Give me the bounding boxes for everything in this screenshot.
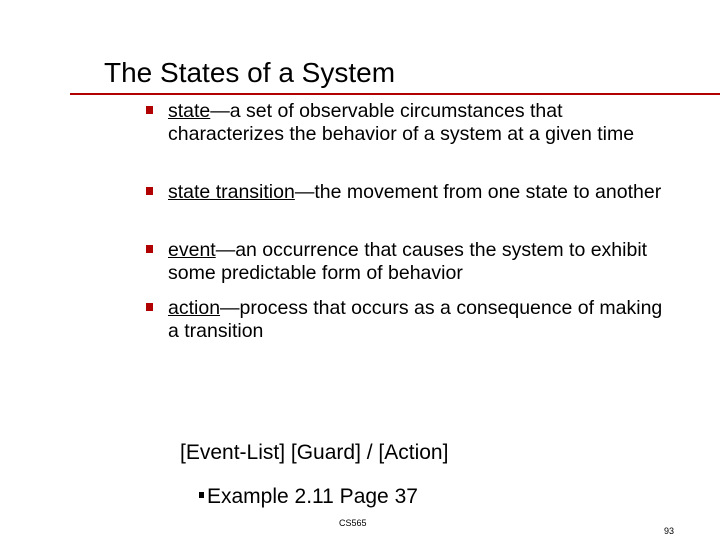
square-bullet-icon <box>199 492 204 498</box>
bullet-definition: —process that occurs as a consequence of making a transition <box>168 297 663 342</box>
square-bullet-icon <box>146 187 153 195</box>
bullet-term: action <box>168 297 221 319</box>
bullet-text <box>168 239 666 285</box>
bullet-term: state <box>168 100 211 122</box>
transition-formula: [Event-List] [Guard] / [Action] <box>180 441 449 464</box>
example-reference <box>199 484 418 510</box>
bullet-definition: —the movement from one state to another <box>294 181 662 203</box>
bullet-state-transition <box>146 181 666 204</box>
square-bullet-icon <box>146 303 153 311</box>
bullet-text <box>168 297 666 343</box>
example-text: Example 2.11 Page 37 <box>207 485 418 508</box>
bullet-definition: —an occurrence that causes the system to exhibit some predictable form of behavior <box>168 239 648 284</box>
bullet-state <box>146 100 666 146</box>
footer-course: CS565 <box>339 518 367 528</box>
bullet-action <box>146 297 666 343</box>
bullet-text <box>168 181 666 204</box>
square-bullet-icon <box>146 106 153 114</box>
bullet-term: state transition <box>168 181 295 203</box>
title-underline <box>70 93 720 95</box>
bullet-text <box>168 100 666 146</box>
square-bullet-icon <box>146 245 153 253</box>
page-number: 93 <box>664 526 675 536</box>
bullet-event <box>146 239 666 285</box>
bullet-term: event <box>168 239 216 261</box>
slide-title: The States of a System <box>104 57 396 88</box>
bullet-definition: —a set of observable circumstances that characterizes the behavior of a system at a given time <box>168 100 635 145</box>
